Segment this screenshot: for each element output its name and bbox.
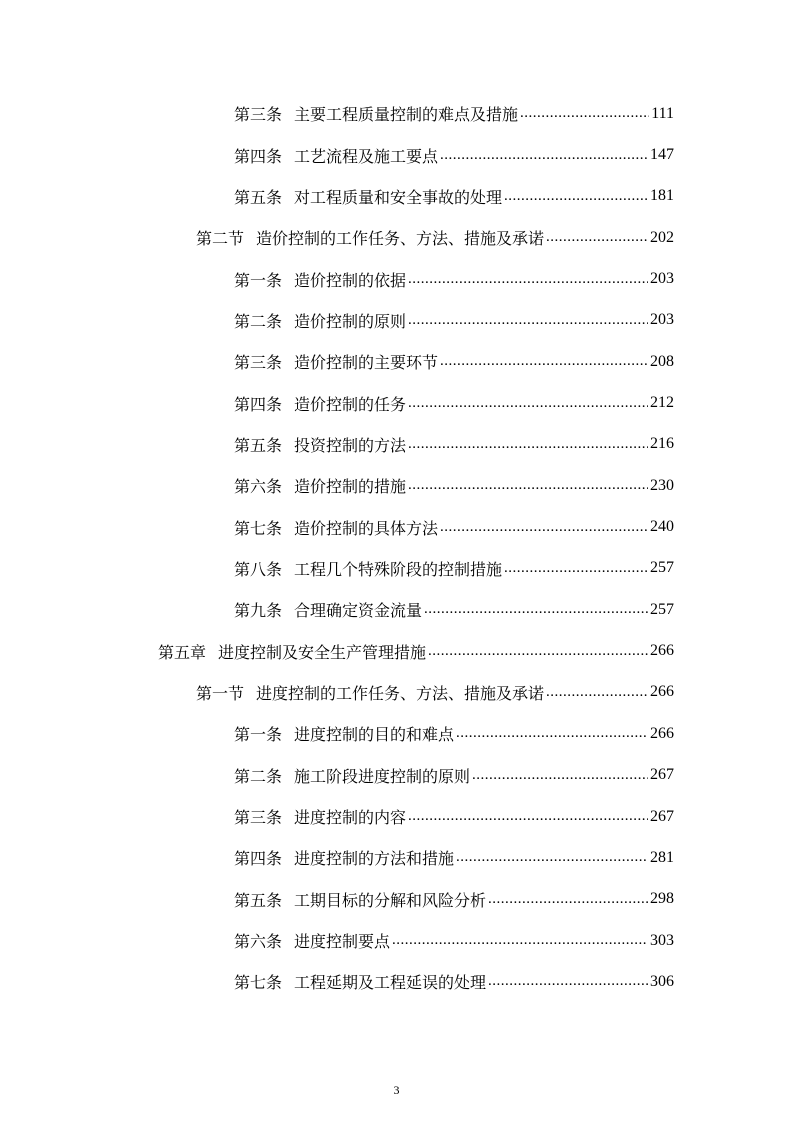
toc-entry[interactable] xyxy=(0,217,793,258)
toc-entry-number: 第五条 xyxy=(234,890,283,910)
toc-entry[interactable] xyxy=(0,630,793,671)
dot-leader xyxy=(440,353,648,370)
toc-entry-number: 第七条 xyxy=(234,518,283,538)
toc-entry-title: 造价控制的措施 xyxy=(294,477,407,497)
dot-leader xyxy=(408,808,648,825)
toc-entry-number: 第一条 xyxy=(234,725,283,745)
toc-entry-number: 第四条 xyxy=(234,394,283,414)
toc-entry-number: 第三条 xyxy=(234,808,283,828)
toc-entry-number: 第五章 xyxy=(158,642,207,662)
toc-entry[interactable] xyxy=(0,672,793,713)
toc-entry-number: 第四条 xyxy=(234,849,283,869)
toc-entry-title: 进度控制的方法和措施 xyxy=(294,849,455,869)
dot-leader xyxy=(504,560,648,577)
toc-entry[interactable] xyxy=(0,465,793,506)
toc-entry-page: 181 xyxy=(650,187,674,205)
toc-entry[interactable] xyxy=(0,755,793,796)
dot-leader xyxy=(520,105,649,122)
toc-entry-title: 造价控制的具体方法 xyxy=(294,518,439,538)
toc-entry-number: 第六条 xyxy=(234,932,283,952)
toc-entry-title: 施工阶段进度控制的原则 xyxy=(294,766,471,786)
toc-entry-title: 进度控制的工作任务、方法、措施及承诺 xyxy=(256,683,545,703)
toc-entry-title: 工期目标的分解和风险分析 xyxy=(294,890,487,910)
toc-entry-title: 造价控制的任务 xyxy=(294,394,407,414)
toc-entry-number: 第二条 xyxy=(234,766,283,786)
toc-entry-number: 第六条 xyxy=(234,477,283,497)
toc-entry-page: 203 xyxy=(650,311,674,329)
toc-entry-number: 第二节 xyxy=(196,229,245,249)
toc-entry-page: 303 xyxy=(650,931,674,949)
toc-entry-number: 第五条 xyxy=(234,187,283,207)
dot-leader xyxy=(488,973,648,990)
dot-leader xyxy=(456,849,648,866)
dot-leader xyxy=(428,643,648,660)
toc-entry[interactable] xyxy=(0,713,793,754)
toc-entry-page: 266 xyxy=(650,642,674,660)
toc-entry-page: 257 xyxy=(650,600,674,618)
toc-entry-page: 111 xyxy=(651,104,674,122)
dot-leader xyxy=(408,312,648,329)
toc-entry-title: 合理确定资金流量 xyxy=(294,601,423,621)
toc-entry[interactable] xyxy=(0,424,793,465)
toc-entry-number: 第九条 xyxy=(234,601,283,621)
toc-entry-number: 第二条 xyxy=(234,311,283,331)
dot-leader xyxy=(546,229,648,246)
dot-leader xyxy=(456,725,648,742)
toc-entry-title: 对工程质量和安全事故的处理 xyxy=(294,187,503,207)
toc-entry[interactable] xyxy=(0,176,793,217)
toc-entry-page: 240 xyxy=(650,518,674,536)
toc-entry-number: 第一条 xyxy=(234,270,283,290)
toc-entry[interactable] xyxy=(0,589,793,630)
toc-entry-number: 第五条 xyxy=(234,435,283,455)
toc-entry-title: 造价控制的原则 xyxy=(294,311,407,331)
toc-entry-page: 266 xyxy=(650,683,674,701)
dot-leader xyxy=(546,684,648,701)
dot-leader xyxy=(440,519,648,536)
dot-leader xyxy=(472,767,648,784)
toc-entry[interactable] xyxy=(0,258,793,299)
toc-entry-page: 267 xyxy=(650,807,674,825)
toc-entry-title: 进度控制的内容 xyxy=(294,808,407,828)
toc-entry-page: 281 xyxy=(650,848,674,866)
table-of-contents xyxy=(0,93,793,1003)
toc-entry[interactable] xyxy=(0,93,793,134)
dot-leader xyxy=(488,891,648,908)
toc-entry-title: 造价控制的工作任务、方法、措施及承诺 xyxy=(256,229,545,249)
toc-entry-page: 266 xyxy=(650,724,674,742)
toc-entry-number: 第一节 xyxy=(196,683,245,703)
toc-entry[interactable] xyxy=(0,837,793,878)
toc-entry-title: 主要工程质量控制的难点及措施 xyxy=(294,105,519,125)
toc-entry[interactable] xyxy=(0,382,793,423)
toc-entry[interactable] xyxy=(0,548,793,589)
toc-entry-page: 202 xyxy=(650,228,674,246)
toc-entry-page: 208 xyxy=(650,352,674,370)
toc-entry-page: 257 xyxy=(650,559,674,577)
toc-entry[interactable] xyxy=(0,341,793,382)
dot-leader xyxy=(440,147,648,164)
toc-entry-title: 投资控制的方法 xyxy=(294,435,407,455)
toc-entry-title: 造价控制的主要环节 xyxy=(294,353,439,373)
toc-entry-title: 造价控制的依据 xyxy=(294,270,407,290)
toc-entry-title: 进度控制要点 xyxy=(294,932,391,952)
toc-entry-title: 进度控制的目的和难点 xyxy=(294,725,455,745)
toc-entry-page: 298 xyxy=(650,890,674,908)
dot-leader xyxy=(408,436,648,453)
toc-entry[interactable] xyxy=(0,300,793,341)
dot-leader xyxy=(408,271,648,288)
toc-entry-number: 第四条 xyxy=(234,146,283,166)
toc-entry[interactable] xyxy=(0,879,793,920)
dot-leader xyxy=(424,601,648,618)
toc-entry-title: 进度控制及安全生产管理措施 xyxy=(218,642,427,662)
toc-entry[interactable] xyxy=(0,961,793,1002)
toc-entry[interactable] xyxy=(0,506,793,547)
dot-leader xyxy=(504,188,648,205)
toc-entry-number: 第八条 xyxy=(234,559,283,579)
toc-entry-page: 230 xyxy=(650,476,674,494)
toc-entry-number: 第三条 xyxy=(234,353,283,373)
page-number: 3 xyxy=(393,1083,400,1097)
toc-entry-number: 第三条 xyxy=(234,105,283,125)
toc-entry-page: 216 xyxy=(650,435,674,453)
dot-leader xyxy=(392,932,648,949)
dot-leader xyxy=(408,477,648,494)
toc-entry[interactable] xyxy=(0,796,793,837)
toc-entry-page: 306 xyxy=(650,972,674,990)
toc-entry-page: 267 xyxy=(650,766,674,784)
toc-entry-number: 第七条 xyxy=(234,973,283,993)
toc-entry-title: 工艺流程及施工要点 xyxy=(294,146,439,166)
toc-entry-title: 工程几个特殊阶段的控制措施 xyxy=(294,559,503,579)
toc-entry-page: 212 xyxy=(650,394,674,412)
toc-entry[interactable] xyxy=(0,920,793,961)
toc-entry[interactable] xyxy=(0,134,793,175)
dot-leader xyxy=(408,395,648,412)
toc-entry-title: 工程延期及工程延误的处理 xyxy=(294,973,487,993)
toc-entry-page: 147 xyxy=(650,146,674,164)
toc-entry-page: 203 xyxy=(650,270,674,288)
